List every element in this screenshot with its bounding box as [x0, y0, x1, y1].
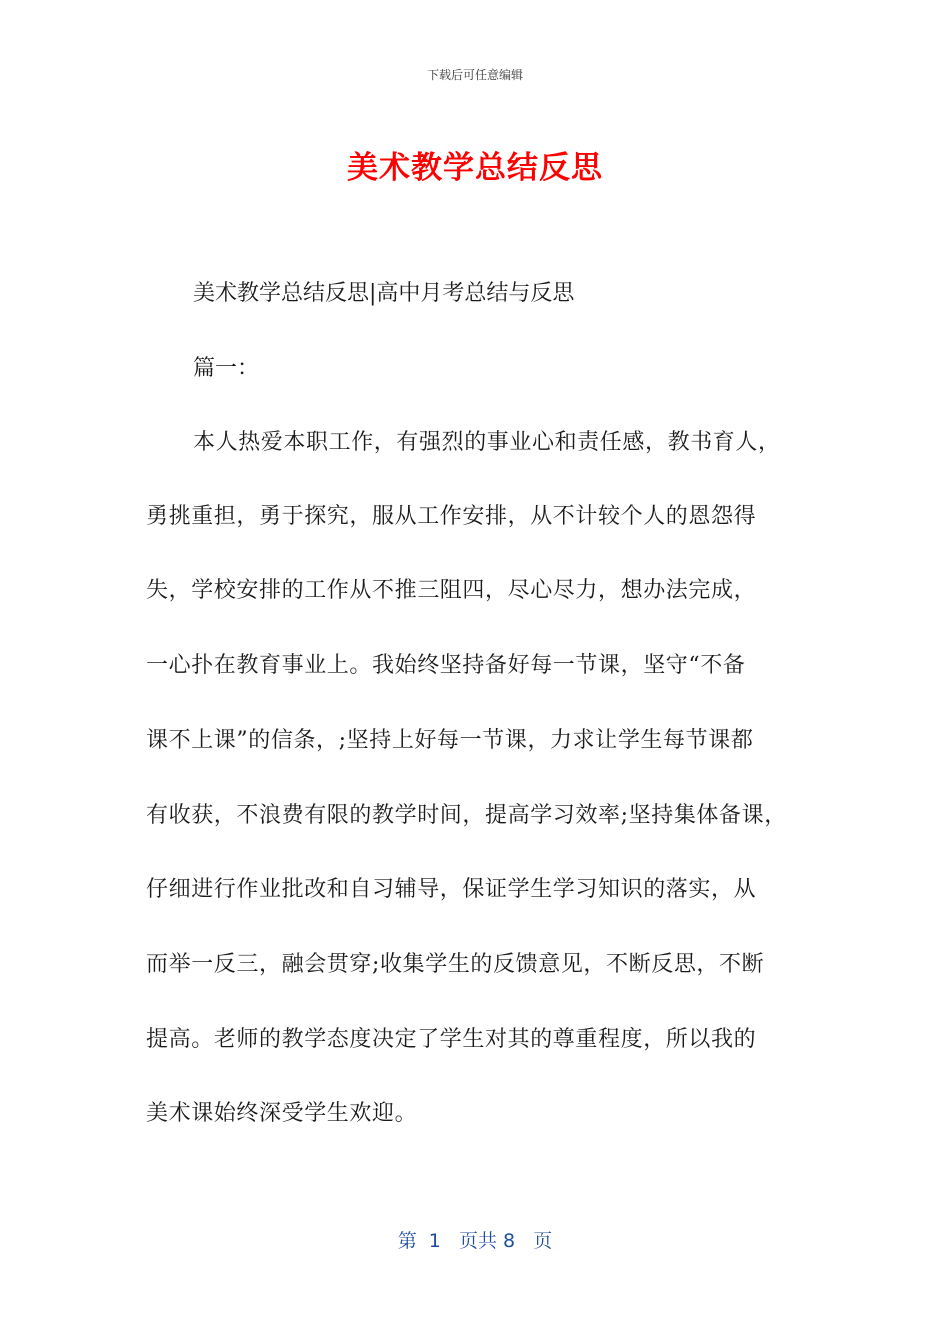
document-subtitle: 美术教学总结反思|高中月考总结与反思: [193, 281, 575, 306]
body-line: 本人热爱本职工作，有强烈的事业心和责任感，教书育人，: [193, 430, 781, 455]
section-label: 篇一：: [193, 356, 260, 381]
document-title: 美术教学总结反思: [347, 150, 603, 186]
body-line: 一心扑在教育事业上。我始终坚持备好每一节课，坚守“不备: [146, 653, 746, 678]
body-line: 失，学校安排的工作从不推三阻四，尽心尽力，想办法完成，: [146, 578, 757, 603]
body-line: 有收获，不浪费有限的教学时间，提高学习效率;坚持集体备课，: [146, 803, 787, 828]
body-line: 课不上课”的信条，;坚持上好每一节课，力求让学生每节课都: [146, 728, 754, 753]
body-line: 勇挑重担，勇于探究，服从工作安排，从不计较个人的恩怨得: [146, 504, 757, 529]
body-line: 美术课始终深受学生欢迎。: [146, 1101, 418, 1126]
body-line: 而举一反三，融会贯穿;收集学生的反馈意见，不断反思，不断: [146, 952, 765, 977]
page-number-footer: 第 1 页共 8 页: [397, 1230, 553, 1252]
body-line: 仔细进行作业批改和自习辅导，保证学生学习知识的落实，从: [146, 877, 757, 902]
header-note: 下载后可任意编辑: [426, 68, 523, 82]
body-line: 提高。老师的教学态度决定了学生对其的尊重程度，所以我的: [146, 1027, 757, 1052]
